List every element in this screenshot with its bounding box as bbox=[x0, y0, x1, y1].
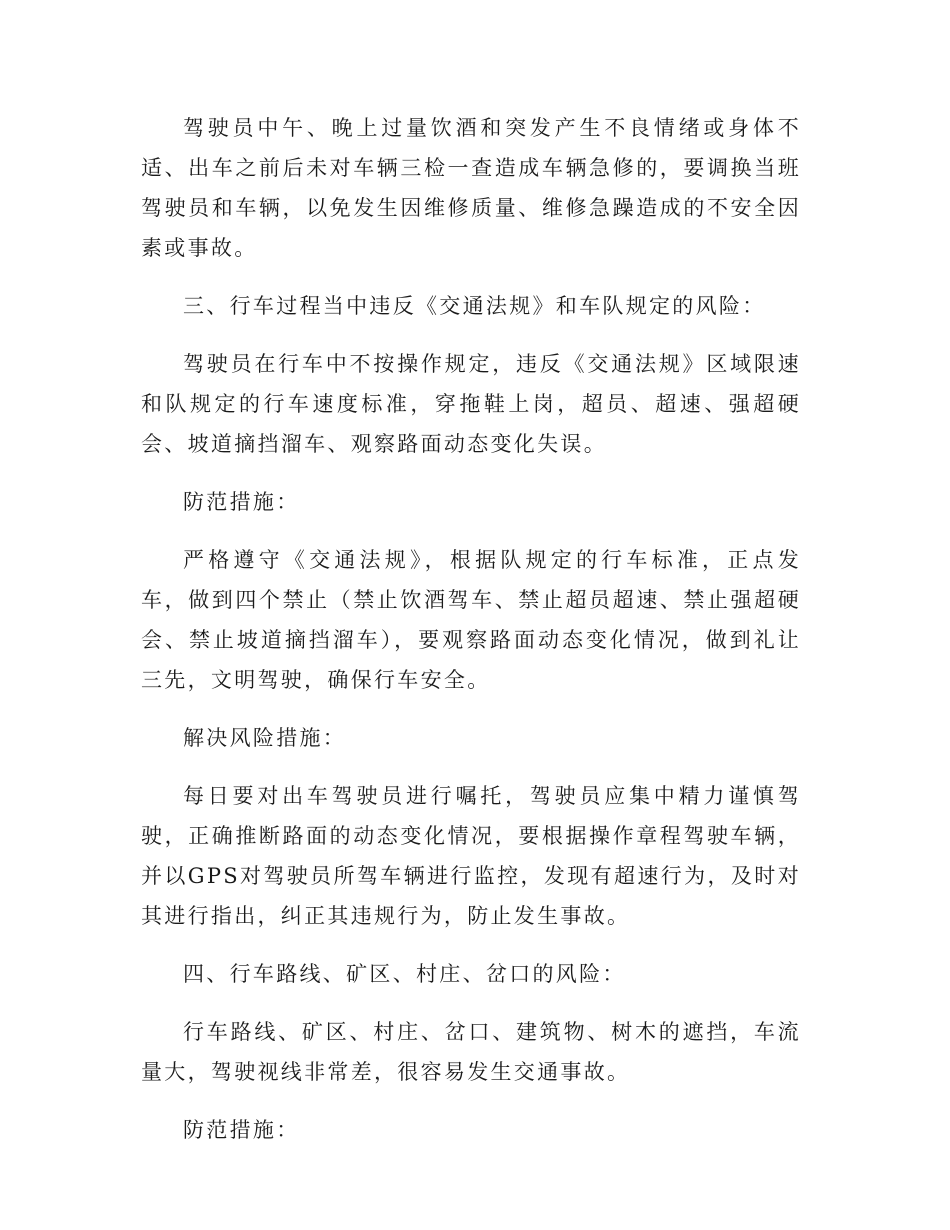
subheading-risk-solutions: 解决风险措施： bbox=[183, 726, 347, 750]
paragraph-prevention-rules: 严格遵守《交通法规》，根据队规定的行车标准，正点发车，做到四个禁止（禁止饮酒驾车、禁止超员超速、禁止强超硬会、禁止坡道摘挡溜车），要观察路面动态变化情况，做到礼让三先，文明驾驶，确保行车安全。 bbox=[141, 548, 801, 692]
subheading-prevention-measures-2: 防范措施： bbox=[183, 1118, 300, 1142]
document-body bbox=[141, 108, 801, 1168]
paragraph-violation-description: 驾驶员在行车中不按操作规定，违反《交通法规》区域限速和队规定的行车速度标准，穿拖鞋上岗，超员、超速、强超硬会、坡道摘挡溜车、观察路面动态变化失误。 bbox=[141, 352, 801, 456]
paragraph-risk-solutions: 每日要对出车驾驶员进行嘱托，驾驶员应集中精力谨慎驾驶，正确推断路面的动态变化情况，要根据操作章程驾驶车辆，并以GPS对驾驶员所驾车辆进行监控，发现有超速行为，及时对其进行指出，纠正其违规行为，防止发生事故。 bbox=[141, 784, 801, 928]
paragraph-route-risk: 行车路线、矿区、村庄、岔口、建筑物、树木的遮挡，车流量大，驾驶视线非常差，很容易发生交通事故。 bbox=[141, 1020, 801, 1084]
paragraph-driver-condition: 驾驶员中午、晚上过量饮酒和突发产生不良情绪或身体不适、出车之前后未对车辆三检一查造成车辆急修的，要调换当班驾驶员和车辆，以免发生因维修质量、维修急躁造成的不安全因素或事故。 bbox=[141, 116, 801, 260]
section-heading-traffic-violation: 三、行车过程当中违反《交通法规》和车队规定的风险： bbox=[183, 294, 766, 318]
section-heading-route-risk: 四、行车路线、矿区、村庄、岔口的风险： bbox=[183, 962, 626, 986]
subheading-prevention-measures: 防范措施： bbox=[183, 490, 300, 514]
